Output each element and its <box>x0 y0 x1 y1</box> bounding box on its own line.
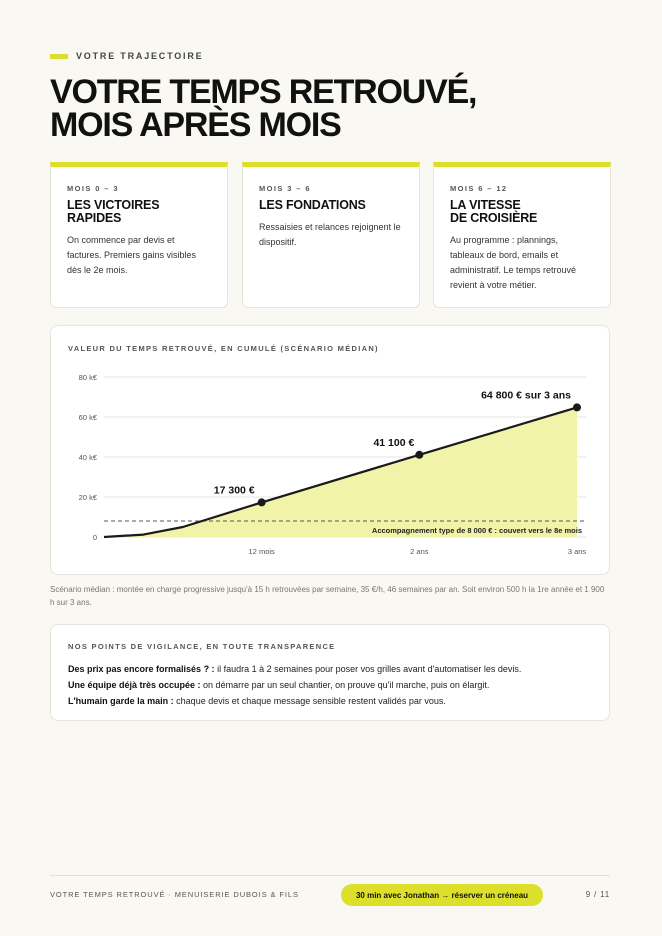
eyebrow-accent-bar <box>50 54 68 59</box>
vigilance-item <box>68 661 592 677</box>
phase-card-2 <box>242 162 420 308</box>
phase-description: Au programme : plannings, tableaux de bord, emails et administratif. Le temps retrouvé revient à votre métier. <box>450 235 577 290</box>
chart-title: VALEUR DU TEMPS RETROUVÉ, EN CUMULÉ (SCÉNARIO MÉDIAN) <box>68 344 379 353</box>
phase-card-3 <box>433 162 611 308</box>
vigilance-item-text: il faudra 1 à 2 semaines pour poser vos grilles avant d'automatiser les devis. <box>214 664 522 674</box>
chart-card <box>50 325 610 575</box>
phase-description: Ressaisies et relances rejoignent le dispositif. <box>259 222 401 247</box>
scenario-note: Scénario médian : montée en charge progressive jusqu'à 15 h retrouvées par semaine, 35 €/h, 46 semaines par an. Soit environ 500 h la 1re année et 1 900 h sur 3 ans. <box>50 585 605 607</box>
vigilance-item-lead: L'humain garde la main : <box>68 696 174 706</box>
phase-heading <box>259 199 403 212</box>
area-chart <box>51 326 611 576</box>
vigilance-item-lead: Une équipe déjà très occupée : <box>68 680 201 690</box>
data-point <box>415 451 423 459</box>
phase-label: MOIS 3 – 6 <box>259 184 311 193</box>
title-line-1: VOTRE TEMPS RETROUVÉ, <box>50 73 477 111</box>
phase-heading-line-1: LA VITESSE <box>450 198 521 212</box>
y-tick-label: 0 <box>92 533 97 542</box>
phase-heading-line-2: DE CROISIÈRE <box>450 211 538 225</box>
phase-heading <box>450 199 594 225</box>
footer-divider <box>50 875 610 876</box>
data-label: 17 300 € <box>213 484 255 497</box>
phase-description: On commence par devis et factures. Premiers gains visibles dès le 2e mois. <box>67 235 197 275</box>
eyebrow <box>50 51 203 61</box>
data-point <box>258 498 266 506</box>
y-tick-label: 20 k€ <box>78 493 97 502</box>
data-label: 64 800 € sur 3 ans <box>481 389 571 402</box>
data-label: 41 100 € <box>373 436 415 449</box>
y-tick-label: 40 k€ <box>78 453 97 462</box>
vigilance-item-text: on démarre par un seul chantier, on prouve qu'il marche, puis on élargit. <box>200 680 490 690</box>
vigilance-item <box>68 677 592 693</box>
phase-heading-line-1: LES VICTOIRES <box>67 198 160 212</box>
x-tick-label: 2 ans <box>410 547 429 556</box>
vigilance-item <box>68 693 592 709</box>
vigilance-title: NOS POINTS DE VIGILANCE, EN TOUTE TRANSPARENCE <box>68 642 336 651</box>
page-title <box>50 73 610 144</box>
footer-document-label: VOTRE TEMPS RETROUVÉ · MENUISERIE DUBOIS & FILS <box>50 890 299 899</box>
threshold-label: Accompagnement type de 8 000 € : couvert vers le 8e mois <box>371 526 582 535</box>
phase-card-1 <box>50 162 228 308</box>
page-number: 9 / 11 <box>585 890 610 899</box>
y-tick-label: 60 k€ <box>78 413 97 422</box>
eyebrow-text: VOTRE TRAJECTOIRE <box>76 51 204 61</box>
phase-heading <box>67 199 211 225</box>
vigilance-card <box>50 624 610 721</box>
phase-heading-line-1: LES FONDATIONS <box>259 198 366 212</box>
vigilance-item-lead: Des prix pas encore formalisés ? : <box>68 664 215 674</box>
title-line-2: MOIS APRÈS MOIS <box>50 106 341 144</box>
x-tick-label: 3 ans <box>567 547 587 556</box>
phase-label: MOIS 0 – 3 <box>67 184 119 193</box>
vigilance-item-text: chaque devis et chaque message sensible restent validés par vous. <box>173 696 446 706</box>
data-point <box>573 403 581 411</box>
area-fill <box>104 407 577 537</box>
phase-label: MOIS 6 – 12 <box>450 184 508 193</box>
y-tick-label: 80 k€ <box>78 373 97 382</box>
book-slot-button[interactable]: 30 min avec Jonathan → réserver un créneau <box>341 884 543 906</box>
phase-heading-line-2: RAPIDES <box>67 211 122 225</box>
x-tick-label: 12 mois <box>248 547 275 556</box>
